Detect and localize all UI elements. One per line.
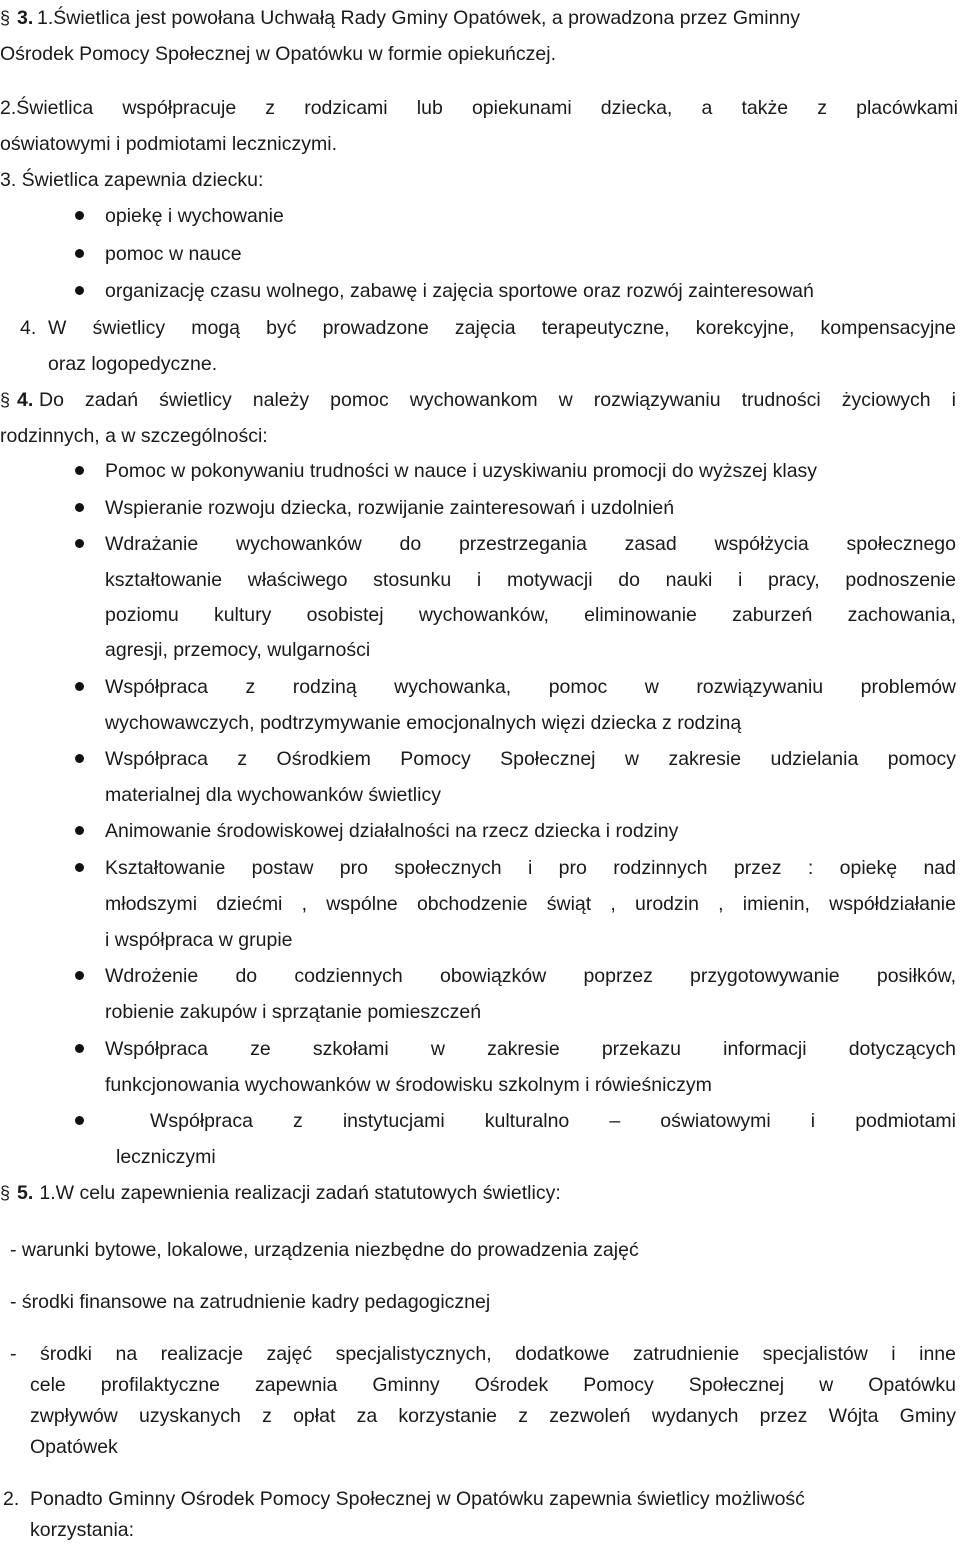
- list-item: Animowanie środowiskowej działalności na rzecz dziecka i rodziny: [105, 820, 679, 842]
- section-3-intro-cont: Ośrodek Pomocy Społecznej w Opatówku w formie opiekuńczej.: [0, 43, 556, 65]
- list-item-cont: i współpraca w grupie: [105, 929, 293, 951]
- dash-item-cont: zwpływów uzyskanych z opłat za korzystanie z zezwoleń wydanych przez Wójta Gminy: [30, 1405, 956, 1427]
- list-item-cont: poziomu kultury osobistej wychowanków, eliminowanie zaburzeń zachowania,: [105, 604, 956, 626]
- bullet-icon: [75, 1116, 84, 1125]
- section-5-number: 5.: [17, 1182, 34, 1204]
- section-3-para-4-line-2: oraz logopedyczne.: [48, 353, 218, 375]
- list-item: Współpraca z Ośrodkiem Pomocy Społecznej w zakresie udzielania pomocy: [105, 748, 956, 770]
- section-3-para-4-line-1: W świetlicy mogą być prowadzone zajęcia terapeutyczne, korekcyjne, kompensacyjne: [48, 317, 956, 339]
- dash-item: - środki na realizacje zajęć specjalistycznych, dodatkowe zatrudnienie specjalistów i inne: [10, 1343, 956, 1365]
- section-symbol: §: [0, 390, 11, 410]
- list-item-cont: robienie zakupów i sprzątanie pomieszczeń: [105, 1001, 482, 1023]
- list-item-cont: kształtowanie właściwego stosunku i motywacji do nauki i pracy, podnoszenie: [105, 569, 956, 591]
- list-item-cont: młodszymi dziećmi , wspólne obchodzenie świąt , urodzin , imienin, współdziałanie: [105, 893, 956, 915]
- bullet-icon: [75, 286, 84, 295]
- list-item-cont: wychowawczych, podtrzymywanie emocjonalnych więzi dziecka z rodziną: [105, 712, 742, 734]
- section-5-heading: 1.W celu zapewnienia realizacji zadań statutowych świetlicy:: [34, 1182, 561, 1204]
- list-item-cont: leczniczymi: [116, 1146, 216, 1168]
- list-item-cont: materialnej dla wychowanków świetlicy: [105, 784, 441, 806]
- section-3-para-4-number: 4.: [20, 317, 37, 339]
- list-item: Współpraca z instytucjami kulturalno – oświatowymi i podmiotami: [150, 1110, 956, 1132]
- section-3-para-2-line-2: oświatowymi i podmiotami leczniczymi.: [0, 133, 338, 155]
- list-item: organizację czasu wolnego, zabawę i zajęcia sportowe oraz rozwój zainteresowań: [105, 280, 814, 302]
- list-item: Pomoc w pokonywaniu trudności w nauce i uzyskiwaniu promocji do wyższej klasy: [105, 460, 818, 482]
- list-item: opiekę i wychowanie: [105, 205, 284, 227]
- section-5-para-2-line-2: korzystania:: [30, 1519, 135, 1541]
- list-item: Współpraca ze szkołami w zakresie przekazu informacji dotyczących: [105, 1038, 956, 1060]
- bullet-icon: [75, 503, 84, 512]
- section-symbol: §: [0, 8, 11, 28]
- bullet-icon: [75, 211, 84, 220]
- bullet-icon: [75, 682, 84, 691]
- bullet-icon: [75, 863, 84, 872]
- dash-item-cont: cele profilaktyczne zapewnia Gminny Ośrodek Pomocy Społecznej w Opatówku: [30, 1374, 956, 1396]
- section-4-intro: Do zadań świetlicy należy pomoc wychowankom w rozwiązywaniu trudności życiowych i: [39, 389, 956, 411]
- bullet-icon: [75, 971, 84, 980]
- bullet-icon: [75, 466, 84, 475]
- section-3-para-2-line-1: 2.Świetlica współpracuje z rodzicami lub opiekunami dziecka, a także z placówkami: [0, 97, 958, 119]
- list-item: Współpraca z rodziną wychowanka, pomoc w rozwiązywaniu problemów: [105, 676, 956, 698]
- list-item-cont: funkcjonowania wychowanków w środowisku szkolnym i rówieśniczym: [105, 1074, 712, 1096]
- section-3-para-3: 3. Świetlica zapewnia dziecku:: [0, 169, 264, 191]
- bullet-icon: [75, 249, 84, 258]
- section-5-para-2-line-1: Ponadto Gminny Ośrodek Pomocy Społecznej w Opatówku zapewnia świetlicy możliwość: [30, 1488, 805, 1510]
- bullet-icon: [75, 826, 84, 835]
- bullet-icon: [75, 539, 84, 548]
- list-item: Wdrażanie wychowanków do przestrzegania zasad współżycia społecznego: [105, 533, 956, 555]
- list-item-cont: agresji, przemocy, wulgarności: [105, 639, 371, 661]
- section-4-intro-cont: rodzinnych, a w szczególności:: [0, 425, 268, 447]
- list-item: Wdrożenie do codziennych obowiązków poprzez przygotowywanie posiłków,: [105, 965, 956, 987]
- section-3-intro: 1.Świetlica jest powołana Uchwałą Rady Gminy Opatówek, a prowadzona przez Gminny: [37, 7, 801, 29]
- bullet-icon: [75, 754, 84, 763]
- section-5-para-2-number: 2.: [3, 1488, 20, 1510]
- dash-item: - warunki bytowe, lokalowe, urządzenia niezbędne do prowadzenia zajęć: [10, 1239, 639, 1261]
- dash-item: - środki finansowe na zatrudnienie kadry pedagogicznej: [10, 1291, 491, 1313]
- list-item: Wspieranie rozwoju dziecka, rozwijanie zainteresowań i uzdolnień: [105, 497, 675, 519]
- list-item: pomoc w nauce: [105, 243, 242, 265]
- section-symbol: §: [0, 1183, 11, 1203]
- dash-item-cont: Opatówek: [30, 1436, 118, 1458]
- section-4-number: 4.: [17, 389, 34, 411]
- bullet-icon: [75, 1044, 84, 1053]
- list-item: Kształtowanie postaw pro społecznych i pro rodzinnych przez : opiekę nad: [105, 857, 956, 879]
- section-3-number: 3.: [17, 7, 34, 29]
